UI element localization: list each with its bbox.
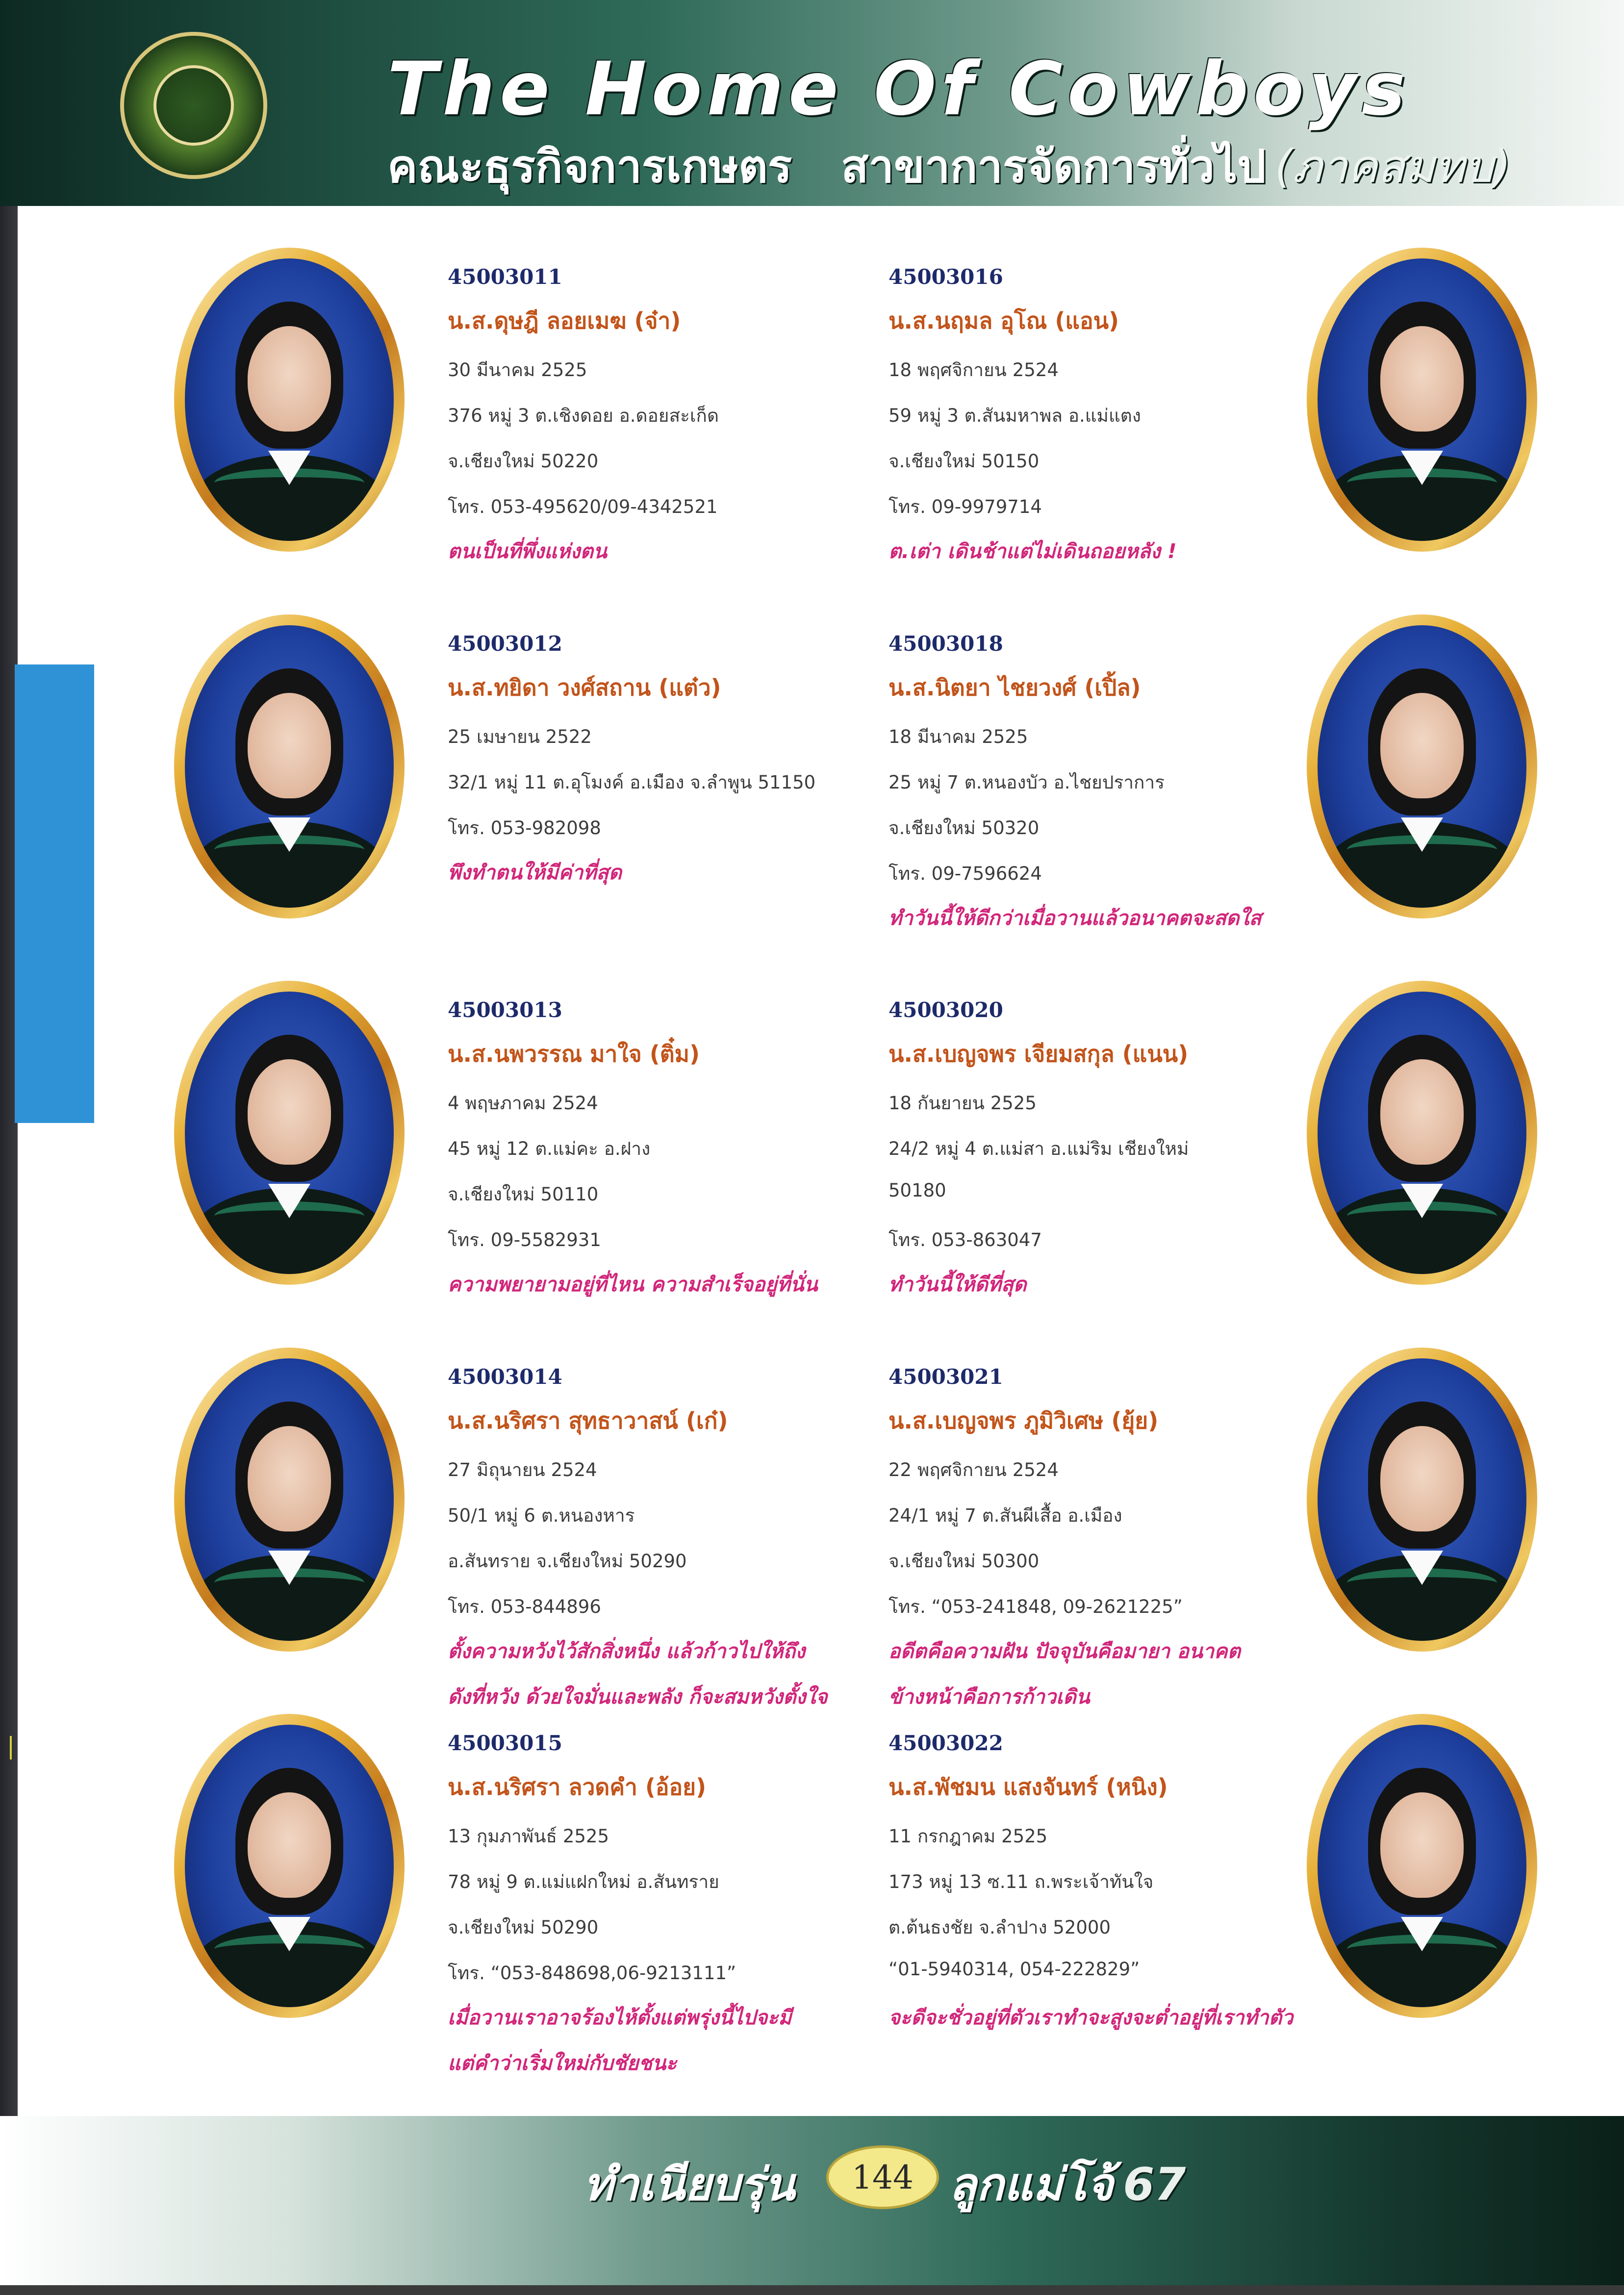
portrait-backdrop bbox=[185, 625, 394, 908]
student-name: น.ส.ดุษฎี ลอยเมฆ (จ๋า) bbox=[448, 307, 681, 334]
contact-line: จ.เชียงใหม่ 50300 bbox=[888, 1551, 1040, 1572]
student-name: น.ส.นิตยา ไชยวงศ์ (เปิ้ล) bbox=[888, 674, 1141, 701]
contact-line: โทร. 053-982098 bbox=[448, 817, 601, 839]
student-name: น.ส.นริศรา ลวดคำ (อ้อย) bbox=[448, 1774, 707, 1800]
footer-edge bbox=[0, 2285, 1624, 2295]
student-portrait-photo bbox=[174, 614, 405, 918]
contact-line: โทร. 09-5582931 bbox=[448, 1229, 601, 1250]
student-motto: จะดีจะชั่วอยู่ที่ตัวเราทำจะสูงจะต่ำอยู่ที่เราทำตัว bbox=[888, 2006, 1294, 2029]
student-name: น.ส.นริศรา สุทธาวาสน์ (เก๋) bbox=[448, 1407, 728, 1434]
portrait-backdrop bbox=[1318, 1725, 1526, 2007]
contact-line: อ.สันทราย จ.เชียงใหม่ 50290 bbox=[448, 1551, 687, 1572]
student-portrait-photo bbox=[1307, 1348, 1537, 1652]
student-motto: ต.เต่า เดินช้าแต่ไม่เดินถอยหลัง ! bbox=[888, 539, 1177, 563]
birth-date: 18 พฤศจิกายน 2524 bbox=[888, 359, 1059, 381]
contact-line: 45 หมู่ 12 ต.แม่คะ อ.ฝาง bbox=[448, 1138, 651, 1159]
contact-line: โทร. 053-495620/09-4342521 bbox=[448, 496, 718, 517]
contact-line: โทร. 053-844896 bbox=[448, 1596, 601, 1617]
footer-alumni-label bbox=[949, 2148, 1186, 2220]
student-motto: เมื่อวานเราอาจร้องไห้ตั้งแต่พรุ่งนี้ไปจะมี bbox=[448, 2006, 792, 2029]
contact-line: ต.ต้นธงชัย จ.ลำปาง 52000 bbox=[888, 1917, 1111, 1938]
portrait-face bbox=[248, 1059, 331, 1165]
left-edge-band bbox=[0, 0, 18, 2295]
student-name: น.ส.พัชมน แสงจันทร์ (หนิง) bbox=[888, 1774, 1168, 1800]
student-motto: ทำวันนี้ให้ดีกว่าเมื่อวานแล้วอนาคตจะสดใส bbox=[888, 906, 1262, 930]
student-id: 45003016 bbox=[888, 265, 1003, 289]
contact-line: 25 หมู่ 7 ต.หนองบัว อ.ไชยปราการ bbox=[888, 772, 1165, 793]
contact-line: 24/1 หมู่ 7 ต.สันผีเสื้อ อ.เมือง bbox=[888, 1505, 1122, 1526]
student-motto: ตนเป็นที่พึ่งแห่งตน bbox=[448, 539, 607, 563]
birth-date: 18 กันยายน 2525 bbox=[888, 1093, 1037, 1114]
student-name: น.ส.นฤมล อุโณ (แอน) bbox=[888, 307, 1119, 334]
student-name: น.ส.นพวรรณ มาใจ (ติ๋ม) bbox=[448, 1041, 700, 1067]
portrait-face bbox=[248, 326, 331, 432]
contact-line: จ.เชียงใหม่ 50290 bbox=[448, 1917, 599, 1938]
student-id: 45003018 bbox=[888, 632, 1003, 656]
page-subtitle bbox=[387, 130, 1511, 202]
seal-emblem bbox=[153, 65, 234, 146]
student-id: 45003020 bbox=[888, 998, 1003, 1022]
student-motto: ข้างหน้าคือการก้าวเดิน bbox=[888, 1685, 1090, 1708]
student-motto: ตั้งความหวังไว้สักสิ่งหนึ่ง แล้วก้าวไปให้ถึง bbox=[448, 1639, 806, 1663]
student-portrait-photo bbox=[1307, 614, 1537, 918]
portrait-backdrop bbox=[185, 1358, 394, 1641]
contact-line: จ.เชียงใหม่ 50110 bbox=[448, 1184, 599, 1205]
portrait-face bbox=[248, 1792, 331, 1898]
contact-line: 32/1 หมู่ 11 ต.อุโมงค์ อ.เมือง จ.ลำพูน 51150 bbox=[448, 772, 816, 793]
contact-line: 50180 bbox=[888, 1180, 946, 1201]
student-name: น.ส.ทยิดา วงศ์สถาน (แต๋ว) bbox=[448, 674, 721, 701]
contact-line: 50/1 หมู่ 6 ต.หนองหาร bbox=[448, 1505, 635, 1526]
contact-line: โทร. 053-863047 bbox=[888, 1229, 1042, 1250]
contact-line: 78 หมู่ 9 ต.แม่แฝกใหม่ อ.สันทราย bbox=[448, 1871, 719, 1892]
contact-line: โทร. 09-9979714 bbox=[888, 496, 1042, 517]
faculty-label: คณะธุรกิจการเกษตร bbox=[387, 140, 792, 193]
student-motto: ทำวันนี้ให้ดีที่สุด bbox=[888, 1273, 1027, 1296]
footer-class-number: 67 bbox=[1123, 2158, 1186, 2211]
birth-date: 27 มิถุนายน 2524 bbox=[448, 1459, 597, 1480]
student-portrait-photo bbox=[1307, 248, 1537, 552]
contact-line: จ.เชียงใหม่ 50320 bbox=[888, 817, 1040, 839]
portrait-face bbox=[248, 1426, 331, 1531]
student-name: น.ส.เบญจพร เจียมสกุล (แนน) bbox=[888, 1041, 1189, 1067]
student-motto: ความพยายามอยู่ที่ไหน ความสำเร็จอยู่ที่นั่น bbox=[448, 1273, 818, 1296]
side-color-tab bbox=[15, 664, 94, 1123]
student-id: 45003022 bbox=[888, 1731, 1003, 1755]
student-name: น.ส.เบญจพร ภูมิวิเศษ (ยุ้ย) bbox=[888, 1407, 1159, 1434]
footer-yearbook-label: ทำเนียบรุ่น bbox=[584, 2158, 795, 2211]
portrait-backdrop bbox=[1318, 992, 1526, 1274]
portrait-face bbox=[1380, 326, 1464, 432]
header-banner bbox=[0, 0, 1624, 206]
birth-date: 30 มีนาคม 2525 bbox=[448, 359, 587, 381]
contact-line: โทร. 09-7596624 bbox=[888, 863, 1042, 884]
student-id: 45003015 bbox=[448, 1731, 562, 1755]
university-seal-logo bbox=[120, 32, 267, 179]
birth-date: 25 เมษายน 2522 bbox=[448, 726, 592, 747]
contact-line: 376 หมู่ 3 ต.เชิงดอย อ.ดอยสะเก็ด bbox=[448, 405, 719, 426]
contact-line: 59 หมู่ 3 ต.สันมหาพล อ.แม่แตง bbox=[888, 405, 1141, 426]
birth-date: 11 กรกฎาคม 2525 bbox=[888, 1826, 1048, 1847]
portrait-backdrop bbox=[185, 1725, 394, 2007]
student-portrait-photo bbox=[174, 248, 405, 552]
contact-line: โทร. “053-848698,06-9213111” bbox=[448, 1963, 736, 1984]
student-portrait-photo bbox=[174, 1348, 405, 1652]
student-motto: แต่คำว่าเริ่มใหม่กับชัยชนะ bbox=[448, 2051, 677, 2075]
program-note: (ภาคสมทบ) bbox=[1274, 140, 1511, 193]
portrait-face bbox=[1380, 1426, 1464, 1531]
student-id: 45003014 bbox=[448, 1365, 562, 1389]
portrait-backdrop bbox=[185, 992, 394, 1274]
portrait-backdrop bbox=[1318, 258, 1526, 541]
margin-tick-mark bbox=[10, 1736, 12, 1760]
portrait-backdrop bbox=[185, 258, 394, 541]
page-title: The Home Of Cowboys bbox=[387, 47, 1411, 132]
student-portrait-photo bbox=[174, 981, 405, 1285]
contact-line: “01-5940314, 054-222829” bbox=[888, 1959, 1140, 1980]
program-label: สาขาการจัดการทั่วไป bbox=[841, 140, 1266, 193]
page-number: 144 bbox=[826, 2145, 939, 2209]
student-portrait-photo bbox=[1307, 1714, 1537, 2018]
student-motto: ดังที่หวัง ด้วยใจมั่นและพลัง ก็จะสมหวังตั้งใจ bbox=[448, 1685, 828, 1708]
portrait-face bbox=[248, 693, 331, 798]
portrait-face bbox=[1380, 1792, 1464, 1898]
student-motto: อดีตคือความฝัน ปัจจุบันคือมายา อนาคต bbox=[888, 1639, 1241, 1663]
student-id: 45003021 bbox=[888, 1365, 1003, 1389]
birth-date: 13 กุมภาพันธ์ 2525 bbox=[448, 1826, 609, 1847]
contact-line: 173 หมู่ 13 ซ.11 ถ.พระเจ้าทันใจ bbox=[888, 1871, 1154, 1892]
birth-date: 4 พฤษภาคม 2524 bbox=[448, 1093, 598, 1114]
student-id: 45003013 bbox=[448, 998, 562, 1022]
student-portrait-photo bbox=[174, 1714, 405, 2018]
student-id: 45003012 bbox=[448, 632, 562, 656]
contact-line: 24/2 หมู่ 4 ต.แม่สา อ.แม่ริม เชียงใหม่ bbox=[888, 1138, 1189, 1159]
portrait-backdrop bbox=[1318, 1358, 1526, 1641]
footer-alumni-text: ลูกแม่โจ้ bbox=[949, 2158, 1114, 2211]
student-portrait-photo bbox=[1307, 981, 1537, 1285]
portrait-backdrop bbox=[1318, 625, 1526, 908]
student-id: 45003011 bbox=[448, 265, 562, 289]
footer-banner bbox=[0, 2116, 1624, 2295]
contact-line: โทร. “053-241848, 09-2621225” bbox=[888, 1596, 1183, 1617]
contact-line: จ.เชียงใหม่ 50220 bbox=[448, 451, 599, 472]
portrait-face bbox=[1380, 1059, 1464, 1165]
birth-date: 18 มีนาคม 2525 bbox=[888, 726, 1028, 747]
student-motto: พึงทำตนให้มีค่าที่สุด bbox=[448, 861, 622, 884]
contact-line: จ.เชียงใหม่ 50150 bbox=[888, 451, 1040, 472]
portrait-face bbox=[1380, 693, 1464, 798]
birth-date: 22 พฤศจิกายน 2524 bbox=[888, 1459, 1059, 1480]
